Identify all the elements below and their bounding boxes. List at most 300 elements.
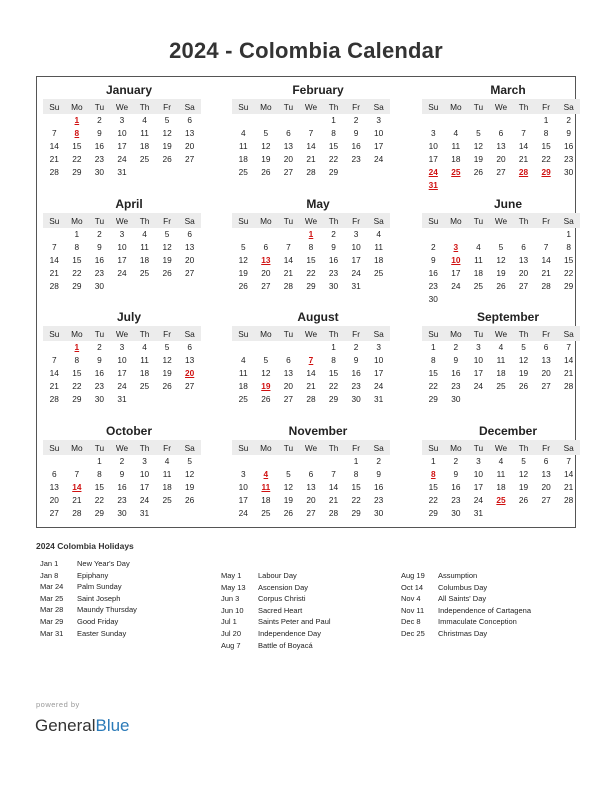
day-cell: 13: [541, 355, 551, 365]
day-cell: 21: [283, 268, 294, 278]
holiday-day-cell: 14: [72, 482, 82, 492]
day-cell: 31: [351, 281, 361, 291]
holiday-date: May 1: [221, 571, 242, 580]
day-cell: 4: [142, 229, 147, 239]
day-cell: 10: [117, 128, 127, 138]
holiday-date: Jul 20: [221, 628, 242, 638]
day-cell: 2: [430, 242, 436, 252]
day-cell: 23: [94, 268, 105, 278]
day-cell: 29: [428, 394, 438, 404]
week-row: [43, 254, 201, 267]
month-march: [422, 81, 580, 192]
day-cell: 2: [453, 456, 459, 466]
empty-cell: [66, 455, 89, 468]
day-cell: 1: [97, 456, 102, 466]
day-cell: 29: [428, 508, 438, 518]
holiday-name: All Saints' Day: [438, 594, 487, 604]
day-cell: 13: [518, 255, 529, 265]
weekday-label: Th: [139, 442, 150, 453]
day-cell: 18: [238, 154, 248, 164]
day-cell: 22: [72, 268, 82, 278]
day-cell: 6: [521, 242, 526, 252]
weekday-label: We: [115, 101, 129, 112]
day-cell: 20: [261, 268, 271, 278]
week-row: [422, 114, 580, 127]
weekday-header: [232, 99, 390, 114]
day-cell: 30: [94, 281, 105, 291]
holiday-date: Nov 4: [401, 594, 421, 604]
day-cell: 2: [97, 342, 102, 352]
week-row: [43, 507, 201, 520]
week-row: [43, 481, 201, 494]
weekday-label: We: [494, 215, 508, 226]
day-cell: 8: [74, 242, 80, 252]
day-cell: 2: [353, 342, 359, 352]
empty-cell: [232, 114, 255, 127]
week-row: [43, 114, 201, 127]
day-cell: 15: [328, 141, 339, 151]
day-cell: 8: [308, 242, 314, 252]
weekday-label: Su: [49, 442, 60, 453]
weekday-label: Tu: [94, 101, 105, 112]
holiday-date: Oct 14: [401, 582, 424, 592]
day-cell: 22: [564, 268, 574, 278]
holiday-name: Assumption: [438, 571, 478, 580]
day-cell: 23: [451, 381, 461, 391]
weekday-label: Sa: [563, 442, 574, 453]
weekday-label: Su: [49, 328, 60, 339]
day-cell: 23: [328, 268, 339, 278]
day-cell: 15: [428, 368, 438, 378]
weekday-label: We: [115, 442, 129, 453]
day-cell: 17: [139, 482, 150, 492]
holiday-day-cell: 1: [308, 229, 314, 239]
day-cell: 31: [117, 394, 127, 404]
day-cell: 7: [331, 469, 336, 479]
day-cell: 26: [238, 281, 248, 291]
day-cell: 16: [451, 368, 461, 378]
day-cell: 29: [72, 281, 82, 291]
empty-cell: [178, 166, 201, 179]
day-cell: 22: [541, 154, 551, 164]
week-row: [232, 354, 390, 367]
day-cell: 24: [473, 381, 484, 391]
weekday-label: Fr: [163, 101, 172, 112]
weekday-label: Sa: [563, 101, 574, 112]
day-cell: 18: [496, 482, 506, 492]
day-cell: 28: [328, 508, 339, 518]
empty-cell: [133, 393, 156, 406]
weekday-label: Tu: [283, 442, 294, 453]
weekday-label: Su: [238, 328, 249, 339]
day-cell: 16: [94, 255, 105, 265]
holiday-date: Mar 25: [40, 593, 64, 603]
day-cell: 1: [74, 229, 80, 239]
day-cell: 17: [374, 141, 384, 151]
week-row: [232, 494, 390, 507]
month-name: January: [105, 83, 153, 97]
day-cell: 19: [261, 154, 271, 164]
day-cell: 6: [263, 242, 269, 252]
day-cell: 3: [376, 342, 381, 352]
day-cell: 19: [518, 482, 529, 492]
day-cell: 25: [162, 495, 172, 505]
day-cell: 7: [286, 242, 291, 252]
day-cell: 18: [261, 495, 271, 505]
day-cell: 4: [453, 128, 459, 138]
day-cell: 24: [117, 381, 127, 391]
empty-cell: [512, 179, 535, 192]
day-cell: 10: [428, 141, 438, 151]
month-april: [43, 195, 201, 293]
weekday-header: [232, 326, 390, 341]
day-cell: 7: [543, 242, 549, 252]
weekday-label: Sa: [184, 442, 195, 453]
empty-cell: [156, 166, 179, 179]
day-cell: 3: [240, 469, 246, 479]
week-row: [232, 114, 390, 127]
day-cell: 9: [430, 255, 436, 265]
week-row: [232, 267, 390, 280]
week-row: [232, 254, 390, 267]
day-cell: 27: [185, 154, 195, 164]
day-cell: 28: [49, 167, 59, 177]
day-cell: 25: [496, 381, 506, 391]
day-cell: 18: [496, 368, 506, 378]
day-cell: 26: [185, 495, 195, 505]
day-cell: 15: [541, 141, 551, 151]
week-row: [422, 179, 580, 192]
empty-cell: [277, 455, 300, 468]
weekday-label: Tu: [94, 215, 105, 226]
weekday-label: Mo: [71, 442, 83, 453]
day-cell: 22: [351, 495, 361, 505]
day-cell: 11: [140, 128, 149, 138]
day-cell: 20: [185, 141, 195, 151]
empty-cell: [277, 228, 300, 241]
day-cell: 3: [376, 115, 381, 125]
day-cell: 12: [261, 368, 271, 378]
week-row: [43, 367, 201, 380]
empty-cell: [43, 455, 66, 468]
day-cell: 13: [49, 482, 59, 492]
weekday-label: We: [494, 442, 508, 453]
month-name: June: [493, 197, 522, 211]
holiday-name: Columbus Day: [438, 582, 488, 592]
day-cell: 28: [283, 281, 294, 291]
month-october: [43, 422, 201, 520]
day-cell: 5: [263, 355, 269, 365]
holiday-name: Ascension Day: [258, 582, 309, 592]
week-row: [43, 153, 201, 166]
holiday-day-cell: 31: [428, 180, 438, 190]
week-row: [422, 367, 580, 380]
empty-cell: [345, 166, 368, 179]
day-cell: 9: [566, 128, 571, 138]
day-cell: 7: [308, 128, 314, 138]
day-cell: 17: [473, 368, 484, 378]
weekday-label: Su: [238, 101, 249, 112]
holiday-name: Immaculate Conception: [438, 617, 517, 627]
weekday-label: Su: [428, 101, 439, 112]
day-cell: 13: [283, 141, 294, 151]
day-cell: 19: [185, 482, 195, 492]
weekday-header: [422, 99, 580, 114]
day-cell: 17: [473, 482, 484, 492]
day-cell: 15: [94, 482, 105, 492]
brand-logo[interactable]: [35, 716, 130, 736]
holiday-day-cell: 1: [74, 115, 80, 125]
holiday-name: Maundy Thursday: [77, 605, 137, 615]
weekday-header: [43, 99, 201, 114]
day-cell: 31: [473, 508, 484, 518]
day-cell: 12: [518, 355, 529, 365]
day-cell: 27: [496, 167, 506, 177]
day-cell: 14: [49, 255, 59, 265]
holiday-date: Aug 7: [221, 640, 241, 650]
day-cell: 28: [49, 394, 59, 404]
day-cell: 7: [51, 242, 57, 252]
day-cell: 16: [564, 141, 574, 151]
week-row: [422, 153, 580, 166]
day-cell: 16: [451, 482, 461, 492]
holiday-column: [221, 570, 331, 651]
holidays-title: 2024 Colombia Holidays: [36, 541, 134, 551]
empty-cell: [557, 293, 580, 306]
month-name: March: [490, 83, 526, 97]
day-cell: 16: [117, 482, 127, 492]
weekday-label: Mo: [260, 101, 272, 112]
holiday-day-cell: 3: [453, 242, 459, 252]
day-cell: 5: [164, 115, 170, 125]
week-row: [43, 468, 201, 481]
powered-by-text: powered by: [36, 700, 80, 709]
holiday-name: Independence Day: [258, 628, 321, 638]
month-august: [232, 308, 390, 406]
holiday-date: Dec 25: [401, 628, 425, 638]
holiday-item: [40, 593, 137, 605]
day-cell: 8: [331, 355, 336, 365]
day-cell: 18: [139, 141, 150, 151]
day-cell: 31: [139, 508, 150, 518]
empty-cell: [300, 114, 323, 127]
week-row: [43, 494, 201, 507]
holiday-day-cell: 8: [74, 128, 80, 138]
empty-cell: [490, 507, 513, 520]
empty-cell: [512, 114, 535, 127]
week-row: [232, 228, 390, 241]
week-row: [232, 280, 390, 293]
day-cell: 5: [498, 242, 504, 252]
day-cell: 19: [473, 154, 484, 164]
day-cell: 24: [374, 381, 384, 391]
day-cell: 6: [308, 469, 314, 479]
month-may: [232, 195, 390, 293]
week-row: [43, 393, 201, 406]
day-cell: 12: [283, 482, 294, 492]
day-cell: 5: [240, 242, 246, 252]
week-row: [422, 254, 580, 267]
weekday-header: [422, 326, 580, 341]
day-cell: 31: [117, 167, 127, 177]
holiday-item: [401, 605, 531, 617]
day-cell: 7: [566, 342, 571, 352]
week-row: [232, 341, 390, 354]
empty-cell: [490, 228, 513, 241]
holiday-day-cell: 20: [185, 368, 195, 378]
empty-cell: [255, 341, 278, 354]
weekday-label: We: [115, 328, 129, 339]
empty-cell: [557, 179, 580, 192]
empty-cell: [156, 280, 179, 293]
day-cell: 7: [51, 355, 57, 365]
day-cell: 24: [351, 268, 361, 278]
week-row: [422, 166, 580, 179]
day-cell: 21: [49, 268, 59, 278]
day-cell: 21: [564, 482, 574, 492]
day-cell: 14: [49, 141, 59, 151]
empty-cell: [490, 114, 513, 127]
day-cell: 18: [451, 154, 461, 164]
empty-cell: [178, 280, 201, 293]
day-cell: 19: [162, 255, 172, 265]
empty-cell: [467, 114, 490, 127]
day-cell: 19: [496, 268, 506, 278]
day-cell: 12: [185, 469, 195, 479]
holiday-day-cell: 7: [308, 355, 314, 365]
day-cell: 23: [351, 154, 361, 164]
day-cell: 3: [353, 229, 359, 239]
month-july: [43, 308, 201, 406]
brand-general: General: [35, 716, 96, 735]
day-cell: 19: [283, 495, 294, 505]
day-cell: 3: [119, 115, 125, 125]
weekday-label: Mo: [71, 215, 83, 226]
day-cell: 9: [353, 355, 359, 365]
day-cell: 27: [185, 268, 195, 278]
day-cell: 14: [564, 355, 574, 365]
month-name: May: [306, 197, 330, 211]
holiday-name: Good Friday: [77, 616, 119, 626]
day-cell: 18: [139, 368, 150, 378]
week-row: [43, 166, 201, 179]
day-cell: 18: [162, 482, 172, 492]
day-cell: 11: [496, 355, 506, 365]
day-cell: 17: [117, 368, 127, 378]
empty-cell: [535, 293, 558, 306]
day-cell: 11: [474, 255, 483, 265]
weekday-label: Th: [518, 328, 529, 339]
holiday-name: Epiphany: [77, 570, 109, 580]
day-cell: 23: [374, 495, 384, 505]
day-cell: 27: [261, 281, 271, 291]
day-cell: 10: [117, 242, 127, 252]
weekday-label: Su: [428, 328, 439, 339]
day-cell: 15: [564, 255, 574, 265]
weekday-label: Th: [139, 328, 150, 339]
day-cell: 8: [97, 469, 102, 479]
empty-cell: [43, 114, 66, 127]
empty-cell: [490, 393, 513, 406]
holiday-date: Jul 1: [221, 617, 237, 627]
day-cell: 21: [49, 154, 59, 164]
empty-cell: [277, 114, 300, 127]
week-row: [422, 507, 580, 520]
day-cell: 13: [541, 469, 551, 479]
day-cell: 9: [97, 355, 102, 365]
day-cell: 23: [564, 154, 574, 164]
holiday-day-cell: 25: [451, 167, 461, 177]
holiday-item: [40, 604, 137, 616]
week-row: [422, 127, 580, 140]
day-cell: 26: [518, 495, 529, 505]
holiday-date: Jan 8: [40, 570, 59, 580]
empty-cell: [156, 393, 179, 406]
day-cell: 12: [162, 242, 172, 252]
weekday-label: We: [494, 101, 508, 112]
day-cell: 31: [374, 394, 384, 404]
day-cell: 20: [518, 268, 529, 278]
week-row: [232, 153, 390, 166]
day-cell: 24: [451, 281, 461, 291]
empty-cell: [156, 507, 179, 520]
day-cell: 21: [564, 368, 574, 378]
empty-cell: [43, 341, 66, 354]
day-cell: 7: [51, 128, 57, 138]
day-cell: 4: [498, 342, 504, 352]
day-cell: 30: [428, 294, 438, 304]
calendar-grid: [36, 76, 576, 528]
month-february: [232, 81, 390, 179]
empty-cell: [232, 228, 255, 241]
month-name: September: [476, 310, 540, 324]
day-cell: 5: [286, 469, 291, 479]
week-row: [43, 455, 201, 468]
day-cell: 3: [476, 456, 481, 466]
day-cell: 28: [564, 381, 574, 391]
week-row: [422, 354, 580, 367]
empty-cell: [535, 179, 558, 192]
day-cell: 21: [72, 495, 82, 505]
day-cell: 9: [353, 128, 359, 138]
weekday-label: Su: [49, 101, 60, 112]
day-cell: 2: [353, 115, 359, 125]
day-cell: 4: [498, 456, 504, 466]
day-cell: 23: [428, 281, 438, 291]
day-cell: 14: [328, 482, 339, 492]
weekday-label: Fr: [542, 328, 551, 339]
day-cell: 27: [283, 167, 294, 177]
day-cell: 29: [72, 394, 82, 404]
month-june: [422, 195, 580, 306]
week-row: [43, 380, 201, 393]
day-cell: 14: [564, 469, 574, 479]
empty-cell: [445, 228, 468, 241]
day-cell: 17: [117, 255, 127, 265]
day-cell: 7: [566, 456, 571, 466]
day-cell: 11: [451, 141, 461, 151]
day-cell: 21: [541, 268, 551, 278]
day-cell: 3: [119, 229, 125, 239]
weekday-header: [43, 440, 201, 455]
day-cell: 8: [566, 242, 571, 252]
day-cell: 22: [94, 495, 105, 505]
day-cell: 10: [238, 482, 248, 492]
week-row: [232, 140, 390, 153]
day-cell: 21: [306, 381, 316, 391]
holiday-name: Independence of Cartagena: [438, 605, 531, 615]
holiday-date: Nov 11: [401, 605, 425, 615]
